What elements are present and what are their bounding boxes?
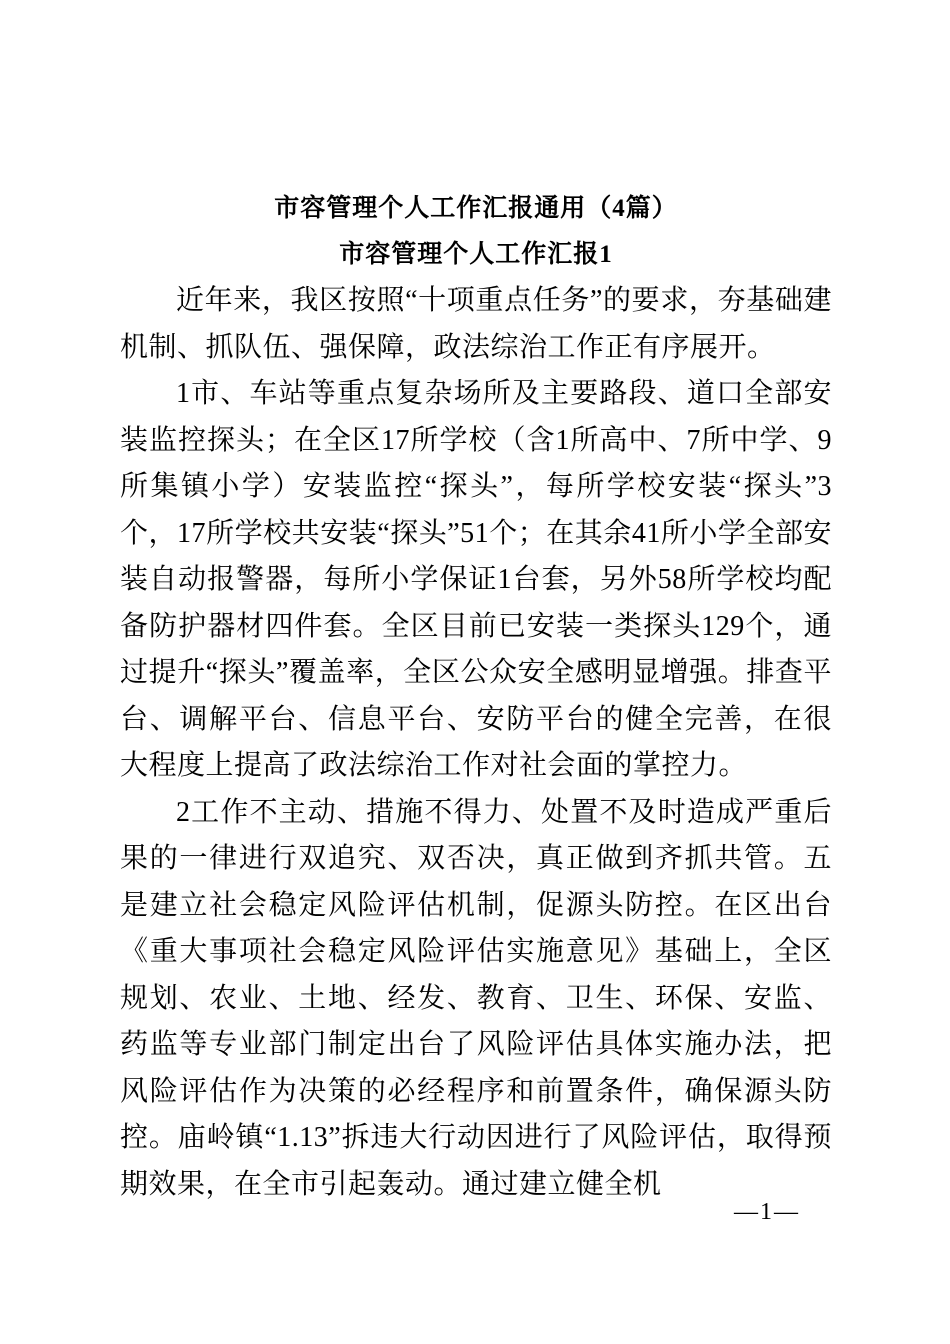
section-title: 市容管理个人工作汇报1 [339,241,613,268]
paragraph: 1市、车站等重点复杂场所及主要路段、道口全部安装监控探头；在全区17所学校（含1所高中、7所中学、9所集镇小学）安装监控“探头”，每所学校安装“探头”3个，17所学校共安装“探头”51个；在其余41所小学全部安装自动报警器，每所小学保证1台套，另外58所学校均配备防护器材四件套。全区目前已安装一类探头129个，通过提升“探头”覆盖率，全区公众安全感明显增强。排查平台、调解平台、信息平台、安防平台的健全完善，在很大程度上提高了政法综治工作对社会面的掌控力。 [120,378,832,781]
page-number: —1— [734,1199,800,1225]
paragraph: 近年来，我区按照“十项重点任务”的要求，夯基础建机制、抓队伍、强保障，政法综治工作正有序展开。 [120,285,832,363]
paragraph: 2工作不主动、措施不得力、处置不及时造成严重后果的一律进行双追究、双否决，真正做到齐抓共管。五是建立社会稳定风险评估机制，促源头防控。在区出台《重大事项社会稳定风险评估实施意见》基础上，全区规划、农业、土地、经发、教育、卫生、环保、安监、药监等专业部门制定出台了风险评估具体实施办法，把风险评估作为决策的必经程序和前置条件，确保源头防控。庙岭镇“1.13”拆违大行动因进行了风险评估，取得预期效果，在全市引起轰动。通过建立健全机 [120,796,832,1200]
document-title: 市容管理个人工作汇报通用（4篇） [274,195,678,222]
document-body [120,278,832,1208]
